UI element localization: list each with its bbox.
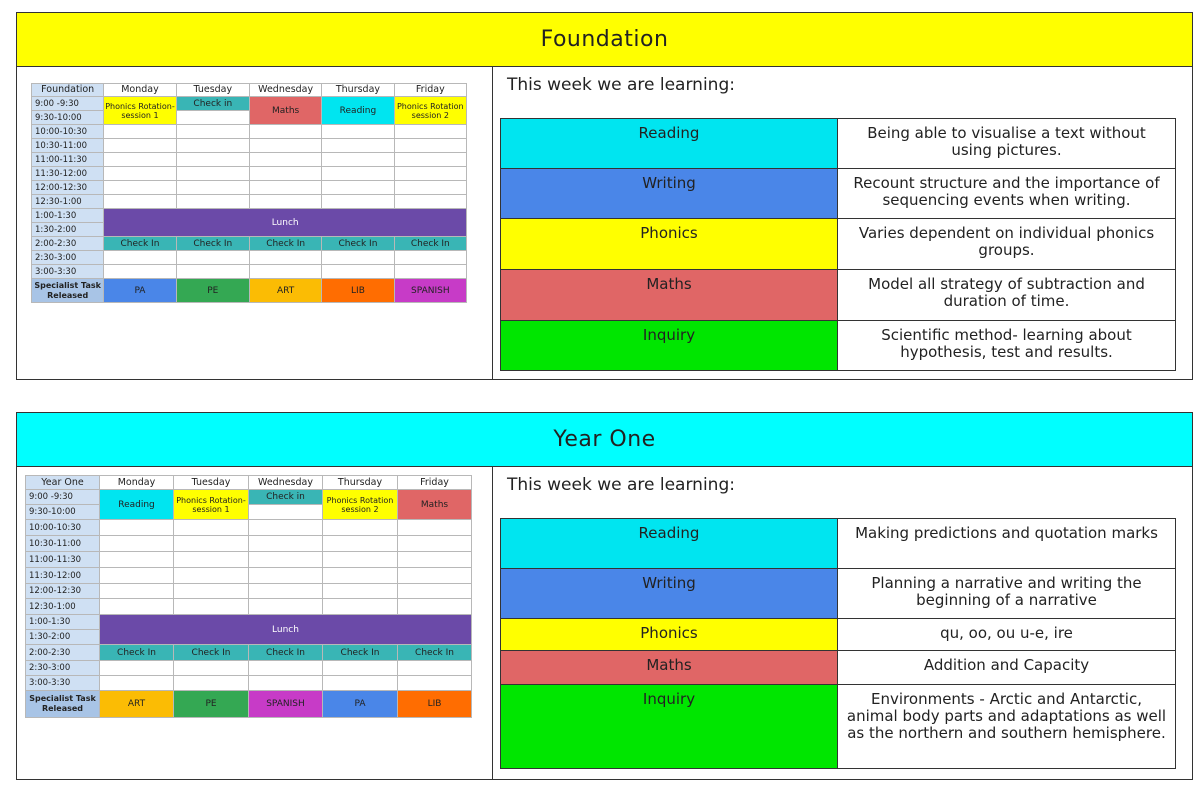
learning-description: Making predictions and quotation marks [838,519,1176,569]
tt-specialist-label: Specialist Task Released [32,279,104,303]
tt-corner: Year One [26,476,100,490]
tt-day-friday: Friday [398,476,472,490]
tt-specialist: LIB [398,691,472,718]
tt-checkin: Check In [176,237,249,251]
tt-time: 11:30-12:00 [26,568,100,584]
tt-specialist: PE [176,279,249,303]
tt-wed-morning: Check in [249,490,323,505]
tt-wed-morning: Maths [249,97,321,125]
foundation-timetable [31,83,467,303]
tt-time: 1:00-1:30 [32,209,104,223]
tt-cell [176,111,249,125]
tt-fri-morning: Maths [398,490,472,520]
year-one-timetable [25,475,472,718]
tt-time: 2:00-2:30 [32,237,104,251]
tt-specialist: ART [100,691,174,718]
tt-time: 9:30-10:00 [26,505,100,520]
tt-specialist-label: Specialist Task Released [26,691,100,718]
foundation-panel [16,12,1193,380]
tt-checkin: Check In [323,645,398,661]
tt-specialist: ART [249,279,321,303]
tt-time: 12:00-12:30 [32,181,104,195]
panel-divider [492,66,493,379]
tt-thu-morning: Phonics Rotation session 2 [323,490,398,520]
year-one-panel [16,412,1193,780]
learning-description: Being able to visualise a text without using pictures. [838,119,1176,169]
learning-subject: Inquiry [501,685,838,769]
learning-subject: Writing [501,169,838,219]
learning-description: Model all strategy of subtraction and duration of time. [838,270,1176,321]
tt-checkin: Check In [249,237,321,251]
tt-checkin: Check In [174,645,249,661]
tt-specialist: SPANISH [249,691,323,718]
tt-day-thursday: Thursday [323,476,398,490]
tt-day-friday: Friday [394,84,466,97]
tt-time: 11:00-11:30 [26,552,100,568]
foundation-title: Foundation [17,13,1192,67]
tt-time: 9:00 -9:30 [32,97,104,111]
tt-corner: Foundation [32,84,104,97]
tt-mon-morning: Reading [100,490,174,520]
tt-time: 1:30-2:00 [26,630,100,645]
tt-time: 2:30-3:00 [32,251,104,265]
tt-checkin: Check In [322,237,394,251]
panel-divider [492,466,493,779]
foundation-learning-table [500,118,1176,371]
tt-time: 2:30-3:00 [26,661,100,676]
learning-subject: Maths [501,651,838,685]
learning-subject: Reading [501,519,838,569]
learning-description: Varies dependent on individual phonics groups. [838,219,1176,270]
tt-lunch: Lunch [104,209,467,237]
learning-description: Planning a narrative and writing the beginning of a narrative [838,569,1176,619]
learning-description: qu, oo, ou u-e, ire [838,619,1176,651]
tt-thu-morning: Reading [322,97,394,125]
tt-specialist: SPANISH [394,279,466,303]
learning-subject: Writing [501,569,838,619]
tt-time: 10:30-11:00 [26,536,100,552]
tt-specialist: PA [104,279,176,303]
tt-checkin: Check In [100,645,174,661]
learning-subject: Maths [501,270,838,321]
tt-time: 10:00-10:30 [26,520,100,536]
tt-time: 2:00-2:30 [26,645,100,661]
learning-subject: Phonics [501,619,838,651]
tt-checkin: Check In [104,237,176,251]
learning-description: Environments - Arctic and Antarctic, animal body parts and adaptations as well as the northern and southern hemisphere. [838,685,1176,769]
tt-tue-morning: Check in [176,97,249,111]
tt-day-thursday: Thursday [322,84,394,97]
tt-time: 9:00 -9:30 [26,490,100,505]
learning-heading: This week we are learning: [507,475,735,495]
tt-time: 1:30-2:00 [32,223,104,237]
tt-lunch: Lunch [100,615,472,645]
tt-time: 12:00-12:30 [26,584,100,599]
tt-day-wednesday: Wednesday [249,84,321,97]
learning-subject: Reading [501,119,838,169]
learning-subject: Inquiry [501,321,838,371]
tt-time: 9:30-10:00 [32,111,104,125]
tt-day-tuesday: Tuesday [176,84,249,97]
learning-description: Scientific method- learning about hypothesis, test and results. [838,321,1176,371]
tt-time: 10:00-10:30 [32,125,104,139]
tt-time: 11:30-12:00 [32,167,104,181]
tt-specialist: PE [174,691,249,718]
tt-checkin: Check In [394,237,466,251]
tt-specialist: PA [323,691,398,718]
tt-checkin: Check In [398,645,472,661]
tt-day-wednesday: Wednesday [249,476,323,490]
tt-mon-morning: Phonics Rotation- session 1 [104,97,176,125]
tt-time: 12:30-1:00 [26,599,100,615]
tt-day-tuesday: Tuesday [174,476,249,490]
learning-description: Addition and Capacity [838,651,1176,685]
tt-specialist: LIB [322,279,394,303]
year-one-title: Year One [17,413,1192,467]
learning-subject: Phonics [501,219,838,270]
tt-time: 12:30-1:00 [32,195,104,209]
tt-time: 11:00-11:30 [32,153,104,167]
tt-time: 3:00-3:30 [32,265,104,279]
tt-time: 3:00-3:30 [26,676,100,691]
tt-checkin: Check In [249,645,323,661]
tt-tue-morning: Phonics Rotation- session 1 [174,490,249,520]
tt-day-monday: Monday [104,84,176,97]
year-one-learning-table [500,518,1176,769]
tt-day-monday: Monday [100,476,174,490]
tt-time: 10:30-11:00 [32,139,104,153]
tt-fri-morning: Phonics Rotation session 2 [394,97,466,125]
tt-time: 1:00-1:30 [26,615,100,630]
learning-description: Recount structure and the importance of sequencing events when writing. [838,169,1176,219]
learning-heading: This week we are learning: [507,75,735,95]
